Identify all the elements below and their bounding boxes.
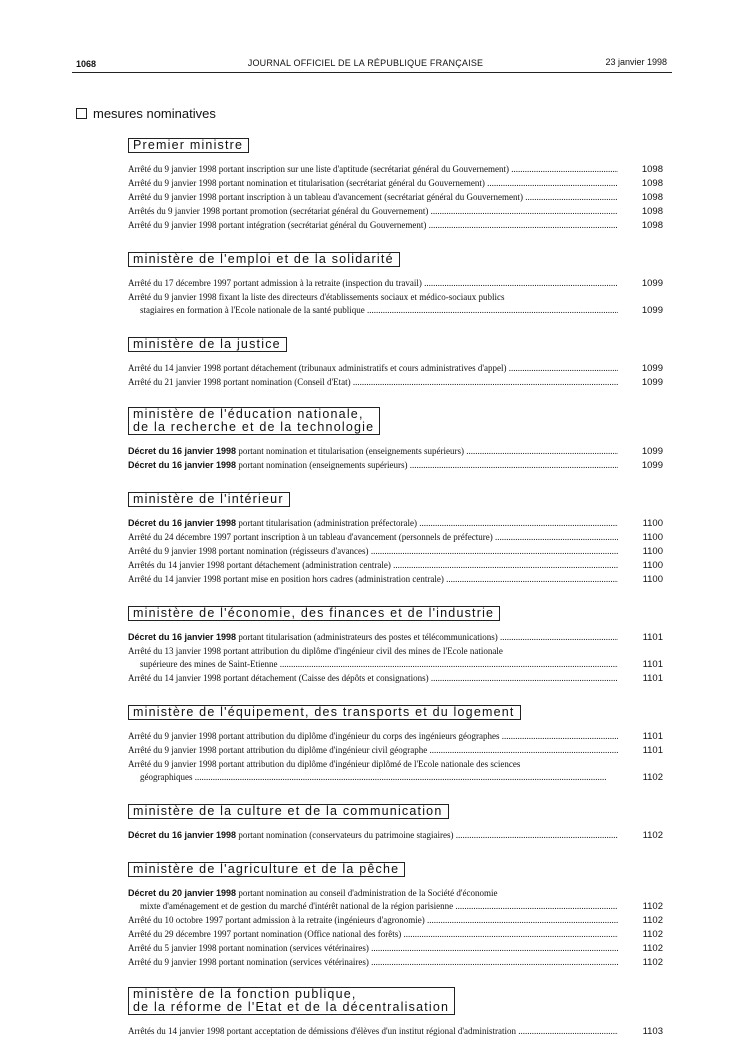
toc-entry [128,573,663,586]
entry-description: Arrêté du 14 janvier 1998 portant détachement (Caisse des dépôts et consignations) [128,673,429,683]
toc-entry [128,744,663,757]
entry-page-number: 1100 [642,532,663,543]
entry-page-number: 1101 [642,632,663,643]
ministry-heading-line: de la réforme de l'Etat et de la décentralisation [133,1000,450,1014]
ministry-heading-line: ministère de l'emploi et de la solidarité [133,252,394,266]
entry-decree-bold: Décret du 16 janvier 1998 [128,830,237,840]
entry-description: Arrêté du 13 janvier 1998 portant attribution du diplôme d'ingénieur civil des mines de l'Ecole nationale [128,646,503,656]
ministry-heading-line: ministère de l'économie, des finances et de l'industrie [133,606,495,620]
entry-text [128,445,618,458]
entry-text [128,928,618,941]
entry-text [128,672,618,685]
entry-text [128,914,618,927]
entry-page-number: 1101 [642,745,663,756]
entry-description: Arrêté du 29 décembre 1997 portant nomination (Office national des forêts) [128,929,402,939]
entry-description: Arrêté du 14 janvier 1998 portant détachement (tribunaux administratifs et cours administratives d'appel) [128,363,507,373]
entry-continuation: stagiaires en formation à l'Ecole nationale de la santé publique ..... [128,304,618,317]
entry-page-number: 1098 [641,164,663,175]
toc-entry [128,517,663,530]
ministry-heading [128,804,449,819]
entry-description: Arrêté du 9 janvier 1998 portant inscription sur une liste d'aptitude (secrétariat général du Gouvernement) [128,164,509,174]
ministry-group [128,490,663,586]
entry-text [128,645,618,658]
entry-text [128,163,618,176]
entry-text [128,829,618,842]
entry-description: Arrêté du 9 janvier 1998 portant nomination et titularisation (secrétariat général du Gouvernement) [128,178,485,188]
entry-continuation: mixte d'aménagement et de gestion du marché d'intérêt national de la région parisienne ..... [128,900,618,913]
entry-text [128,956,618,969]
entry-page-number: 1100 [642,518,663,529]
entry-description: Arrêté du 17 décembre 1997 portant admission à la retraite (inspection du travail) [128,278,422,288]
entry-page-number: 1100 [642,574,663,585]
entry-description: Arrêté du 9 janvier 1998 portant attribution du diplôme d'ingénieur diplômé de l'Ecole nationale des sciences [128,759,521,769]
entry-text [128,545,618,558]
entry-page-number: 1098 [641,220,663,231]
entry-page-number: 1102 [642,772,663,783]
entry-description: Arrêté du 9 janvier 1998 portant intégration (secrétariat général du Gouvernement) [128,220,427,230]
toc-entry [128,291,663,317]
ministry-heading [128,252,400,267]
entry-decree-bold: Décret du 16 janvier 1998 [128,460,237,470]
toc-entry [128,531,663,544]
entry-page-number: 1098 [641,206,663,217]
toc-entry [128,559,663,572]
entry-text [128,459,618,472]
entry-description: portant nomination (enseignements supérieurs) [236,460,408,470]
entry-description: Arrêté du 9 janvier 1998 portant attribution du diplôme d'ingénieur civil géographe [128,745,428,755]
entry-page-number: 1099 [641,305,663,316]
entry-description: Arrêté du 10 octobre 1997 portant admission à la retraite (ingénieurs d'agronomie) [128,915,425,925]
entry-description: portant titularisation (administrateurs des postes et télécommunications) [236,632,498,642]
entry-page-number: 1102 [642,943,663,954]
ministry-heading-line: Premier ministre [133,138,244,152]
section-title-text: mesures nominatives [93,106,216,121]
table-of-contents [128,136,663,1056]
page-header [0,56,731,70]
toc-entry [128,459,663,472]
toc-entry [128,914,663,927]
page-number: 1068 [76,59,97,69]
journal-title: JOURNAL OFFICIEL DE LA RÉPUBLIQUE FRANÇAISE [247,58,484,68]
ministry-group [128,987,663,1038]
toc-entry [128,445,663,458]
toc-entry [128,376,663,389]
toc-entry [128,631,663,644]
toc-entry [128,829,663,842]
toc-entry [128,1025,663,1038]
entry-text [128,277,618,290]
ministry-heading [128,606,500,621]
entry-decree-bold: Décret du 20 janvier 1998 [128,888,237,898]
entry-text [128,517,618,530]
entry-description: portant nomination et titularisation (enseignements supérieurs) [236,446,465,456]
ministry-heading-line: ministère de l'agriculture et de la pêche [133,862,400,876]
toc-entry [128,277,663,290]
ministry-heading [128,337,287,352]
entry-description: Arrêtés du 9 janvier 1998 portant promotion (secrétariat général du Gouvernement) [128,206,429,216]
toc-entry [128,942,663,955]
ministry-group [128,604,663,685]
toc-entry [128,362,663,375]
entry-text [128,376,618,389]
entry-page-number: 1101 [642,659,663,670]
entry-continuation: supérieure des mines de Saint-Etienne ..... [128,658,618,671]
entry-page-number: 1099 [641,278,663,289]
ministry-group [128,860,663,969]
entry-text [128,730,618,743]
ministry-group [128,802,663,842]
entry-description: Arrêtés du 14 janvier 1998 portant acceptation de démissions d'élèves d'un institut régional d'administration [128,1026,517,1036]
entry-description: Arrêté du 9 janvier 1998 portant inscription à un tableau d'avancement (secrétariat général du Gouvernement) [128,192,523,202]
entry-text [128,177,618,190]
entry-text [128,559,618,572]
toc-entry [128,645,663,671]
toc-entry [128,758,663,784]
entry-text [128,631,618,644]
entry-description: Arrêté du 9 janvier 1998 portant nomination (services vétérinaires) [128,957,369,967]
entry-page-number: 1098 [641,178,663,189]
entry-description: portant nomination (conservateurs du patrimoine stagiaires) [236,830,454,840]
entry-text [128,942,618,955]
entry-text [128,291,618,304]
toc-entry [128,163,663,176]
ministry-heading-line: ministère de la fonction publique, [133,987,357,1001]
ministry-group [128,250,663,317]
entry-text [128,362,618,375]
toc-entry [128,219,663,232]
entry-page-number: 1102 [642,957,663,968]
entry-description: Arrêté du 9 janvier 1998 portant nomination (régisseurs d'avances) [128,546,369,556]
ministry-heading [128,492,290,507]
toc-entry [128,730,663,743]
entry-continuation: géographiques ..... [128,771,618,784]
entry-text [128,744,618,757]
ministry-heading [128,138,249,153]
entry-page-number: 1100 [642,546,663,557]
entry-text [128,191,618,204]
entry-page-number: 1102 [642,929,663,940]
toc-entry [128,887,663,913]
entry-page-number: 1103 [642,1026,663,1037]
entry-page-number: 1100 [642,560,663,571]
toc-entry [128,956,663,969]
entry-text [128,887,618,900]
entry-page-number: 1102 [642,915,663,926]
entry-text [128,531,618,544]
entry-description: Arrêté du 21 janvier 1998 portant nomination (Conseil d'Etat) [128,377,351,387]
ministry-heading [128,705,521,720]
entry-description: Arrêté du 14 janvier 1998 portant mise en position hors cadres (administration centrale) [128,574,444,584]
entry-text [128,205,618,218]
entry-page-number: 1102 [642,830,663,841]
entry-description: Arrêté du 5 janvier 1998 portant nomination (services vétérinaires) [128,943,369,953]
entry-decree-bold: Décret du 16 janvier 1998 [128,518,237,528]
toc-entry [128,205,663,218]
header-rule [72,72,672,73]
entry-description: Arrêtés du 14 janvier 1998 portant détachement (administration centrale) [128,560,391,570]
toc-entry [128,177,663,190]
toc-entry [128,191,663,204]
entry-description: portant titularisation (administration préfectorale) [236,518,417,528]
ministry-heading-line: ministère de l'éducation nationale, [133,407,364,421]
entry-decree-bold: Décret du 16 janvier 1998 [128,446,237,456]
issue-date: 23 janvier 1998 [605,57,667,67]
ministry-heading-line: ministère de la justice [133,337,281,351]
entry-page-number: 1102 [642,901,663,912]
section-title [76,106,216,121]
entry-page-number: 1101 [642,673,663,684]
ministry-heading-line: de la recherche et de la technologie [133,420,375,434]
toc-entry [128,545,663,558]
ministry-heading [128,407,380,435]
entry-page-number: 1099 [641,446,663,457]
ministry-heading [128,862,405,877]
ministry-heading-line: ministère de l'intérieur [133,492,284,506]
ministry-heading [128,987,455,1015]
entry-text [128,573,618,586]
entry-description: Arrêté du 24 décembre 1997 portant inscription à un tableau d'avancement (personnels de préfecture) [128,532,493,542]
entry-description: portant nomination au conseil d'administration de la Société d'économie [236,888,498,898]
entry-page-number: 1101 [642,731,663,742]
toc-entry [128,928,663,941]
entry-page-number: 1099 [641,377,663,388]
ministry-group [128,136,663,232]
entry-page-number: 1099 [641,460,663,471]
checkbox-square-icon [76,108,87,119]
ministry-group [128,703,663,784]
entry-text [128,758,618,771]
entry-text [128,1025,618,1038]
ministry-heading-line: ministère de la culture et de la communication [133,804,443,818]
toc-entry [128,672,663,685]
ministry-group [128,407,663,472]
ministry-heading-line: ministère de l'équipement, des transports et du logement [133,705,515,719]
entry-description: Arrêté du 9 janvier 1998 portant attribution du diplôme d'ingénieur du corps des ingénieurs géographes [128,731,500,741]
entry-description: Arrêté du 9 janvier 1998 fixant la liste des directeurs d'établissements sociaux et médico-sociaux publics [128,292,505,302]
entry-page-number: 1099 [641,363,663,374]
entry-decree-bold: Décret du 16 janvier 1998 [128,632,237,642]
entry-text [128,219,618,232]
entry-page-number: 1098 [641,192,663,203]
ministry-group [128,335,663,389]
